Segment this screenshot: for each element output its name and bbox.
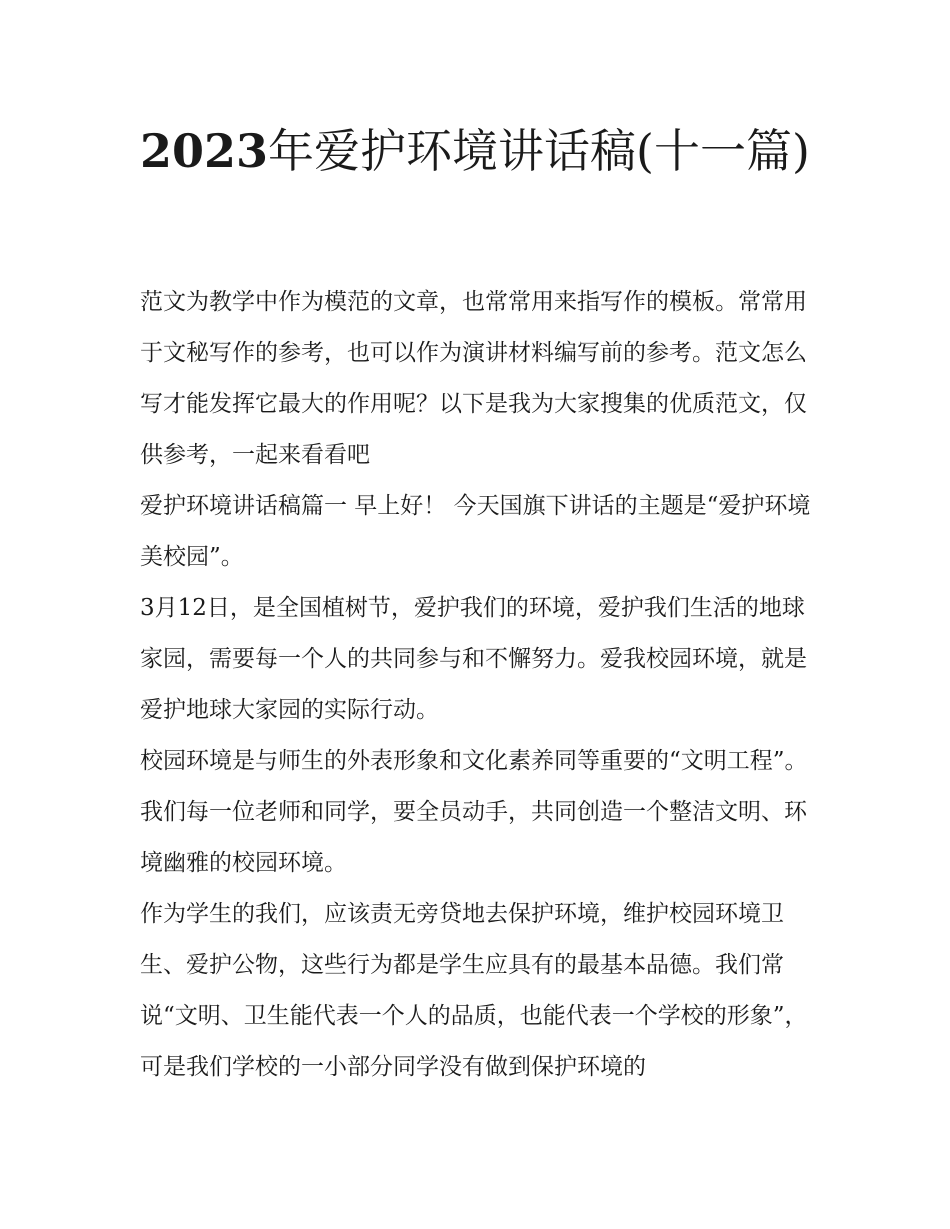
paragraph-greeting: 爱护环境讲话稿篇一 早上好！ 今天国旗下讲话的主题是“爱护环境美校园”。 xyxy=(140,493,811,570)
paragraph-campus-environment: 校园环境是与师生的外表形象和文化素养同等重要的“文明工程”。我们每一位老师和同学，要全员动手，共同创造一个整洁文明、环境幽雅的校园环境。 xyxy=(140,748,808,876)
paragraph-student-duty: 作为学生的我们，应该责无旁贷地去保护环境，维护校园环境卫生、爱护公物，这些行为都是学生应具有的最基本品德。我们常说“文明、卫生能代表一个人的品质，也能代表一个学校的形象”，可是我们学校的一小部分同学没有做到保护环境的 xyxy=(140,901,808,1080)
paragraph-arbor-day: 3月12日，是全国植树节，爱护我们的环境，爱护我们生活的地球家园，需要每一个人的共同参与和不懈努力。爱我校园环境，就是爱护地球大家园的实际行动。 xyxy=(140,595,807,723)
document-title xyxy=(140,112,820,190)
title-text: 年爱护环境讲话稿(十一篇) xyxy=(268,124,810,178)
document-body xyxy=(140,277,815,1093)
title-year: 2023 xyxy=(140,124,269,178)
paragraph-intro: 范文为教学中作为模范的文章，也常常用来指写作的模板。常常用于文秘写作的参考，也可以作为演讲材料编写前的参考。范文怎么写才能发挥它最大的作用呢？以下是我为大家搜集的优质范文，仅供参考，一起来看看吧 xyxy=(140,289,807,468)
